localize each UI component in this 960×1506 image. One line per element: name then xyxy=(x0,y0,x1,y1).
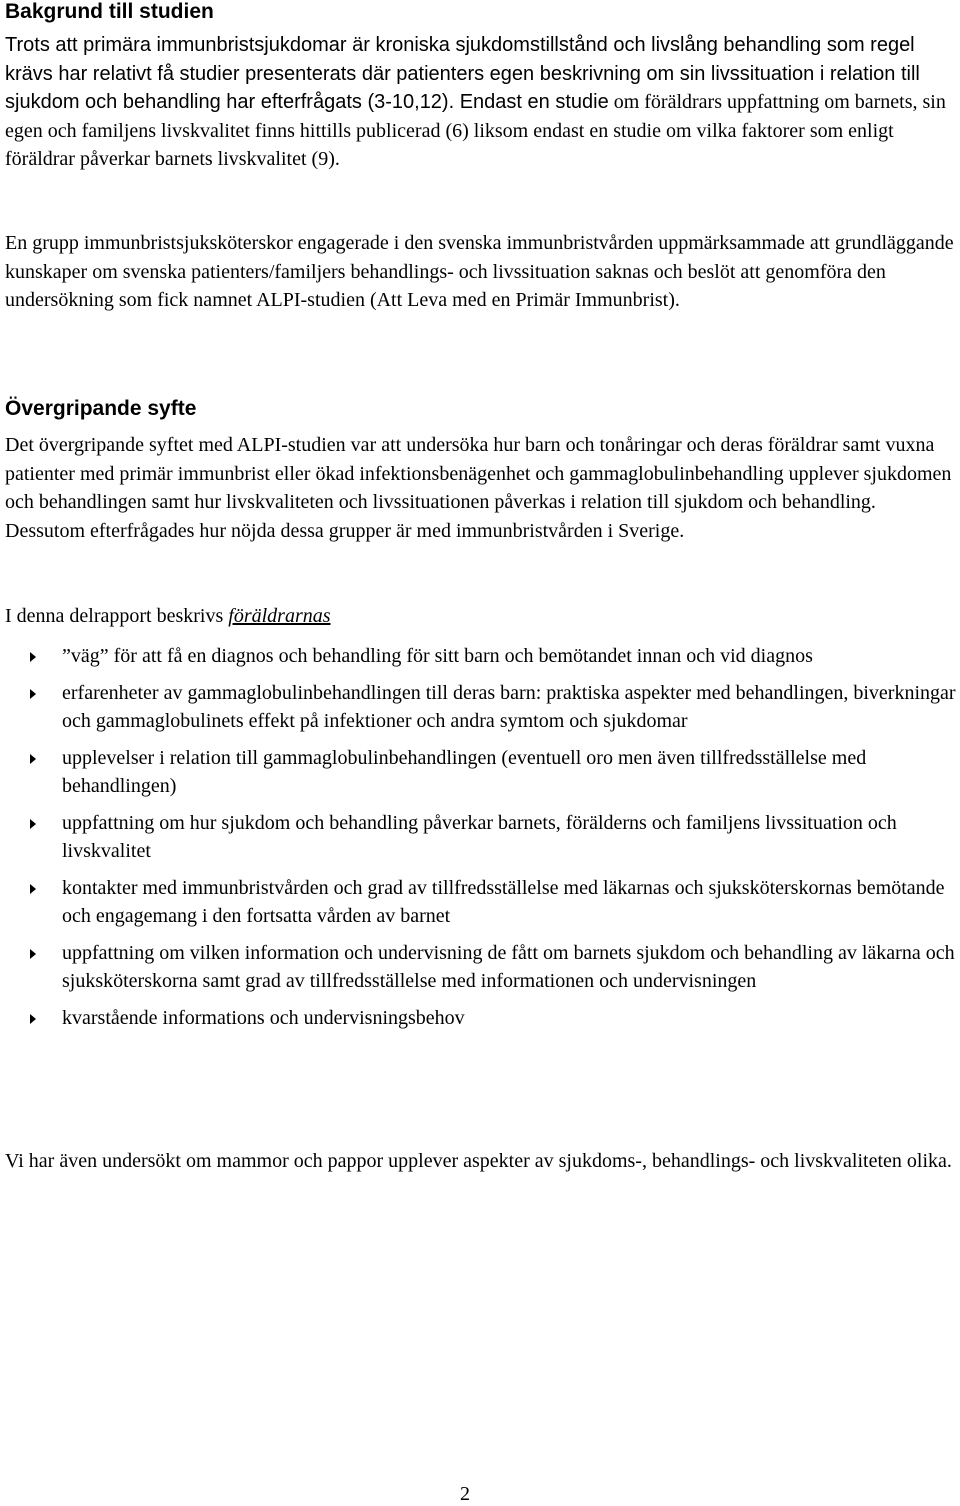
list-item xyxy=(5,679,960,736)
paragraph-mammor-pappor: Vi har även undersökt om mammor och pappor upplever aspekter av sjukdoms-, behandlings- och livskvaliteten olika. xyxy=(5,1150,952,1172)
delrapport-intro-emphasis: föräldrarnas xyxy=(228,605,331,627)
triangle-bullet-icon xyxy=(30,689,36,699)
triangle-bullet-icon xyxy=(30,949,36,959)
paragraph-bakgrund-1-serif-part: om föräldrars uppfattning om barnets, sin egen och familjens livskvalitet finns hittills publicerad (6) liksom endast en studie om vilka faktorer som enligt föräldrar påverkar barnets livskvalitet (9). xyxy=(5,91,946,170)
list-item-text: uppfattning om vilken information och undervisning de fått om barnets sjukdom och behandling av läkarna och sjuksköterskorna samt grad av tillfredsställelse med informationen och undervisningen xyxy=(62,941,955,992)
section-heading-syfte: Övergripande syfte xyxy=(5,397,197,420)
paragraph-bakgrund-1-sans-part: Trots att primära immunbristsjukdomar är kroniska sjukdomstillstånd och livslång behandling som regel krävs har relativt få studier presenterats där patienters egen beskrivning om sin livssituation i relation till sjukdom och behandling har efterfrågats (3-10,12). Endast en studie xyxy=(5,34,920,113)
list-item-text: erfarenheter av gammaglobulinbehandlingen till deras barn: praktiska aspekter med behandlingen, biverkningar och gammaglobulinets effekt på infektioner och andra symtom och sjukdomar xyxy=(62,681,956,732)
list-item xyxy=(5,809,960,866)
list-item xyxy=(5,939,960,996)
triangle-bullet-icon xyxy=(30,884,36,894)
list-item-text: kontakter med immunbristvården och grad av tillfredsställelse med läkarnas och sjuksköterskornas bemötande och engagemang i den fortsatta vården av barnet xyxy=(62,876,945,927)
list-item-text: upplevelser i relation till gammaglobulinbehandlingen (eventuell oro men även tillfredsställelse med behandlingen) xyxy=(62,746,867,797)
delrapport-intro-text: I denna delrapport beskrivs xyxy=(5,605,229,627)
triangle-bullet-icon xyxy=(30,754,36,764)
section-heading-bakgrund: Bakgrund till studien xyxy=(5,0,214,23)
page-number: 2 xyxy=(460,1483,470,1505)
triangle-bullet-icon xyxy=(30,819,36,829)
list-item xyxy=(5,874,960,931)
bullet-list xyxy=(5,642,960,1040)
paragraph-bakgrund-2: En grupp immunbristsjuksköterskor engagerade i den svenska immunbristvården uppmärksammade att grundläggande kunskaper om svenska patienters/familjers behandlings- och livssituation saknas och beslöt att genomföra den undersökning som fick namnet ALPI-studien (Att Leva med en Primär Immunbrist). xyxy=(5,232,954,311)
paragraph-delrapport-intro xyxy=(5,602,960,631)
triangle-bullet-icon xyxy=(30,652,36,662)
list-item-text: uppfattning om hur sjukdom och behandling påverkar barnets, förälderns och familjens livssituation och livskvalitet xyxy=(62,811,897,862)
list-item xyxy=(5,642,960,671)
list-item-text: ”väg” för att få en diagnos och behandling för sitt barn och bemötandet innan och vid diagnos xyxy=(62,645,813,667)
list-item-text: kvarstående informations och undervisningsbehov xyxy=(62,1006,465,1029)
list-item xyxy=(5,1004,960,1033)
paragraph-bakgrund-1 xyxy=(5,31,960,174)
list-item xyxy=(5,744,960,801)
triangle-bullet-icon xyxy=(30,1014,36,1024)
paragraph-syfte: Det övergripande syftet med ALPI-studien var att undersöka hur barn och tonåringar och deras föräldrar samt vuxna patienter med primär immunbrist eller ökad infektionsbenägenhet och gammaglobulinbehandling upplever sjukdomen och behandlingen samt hur livskvaliteten och livssituationen påverkas i relation till sjukdom och behandling. Dessutom efterfrågades hur nöjda dessa grupper är med immunbristvården i Sverige. xyxy=(5,434,952,542)
